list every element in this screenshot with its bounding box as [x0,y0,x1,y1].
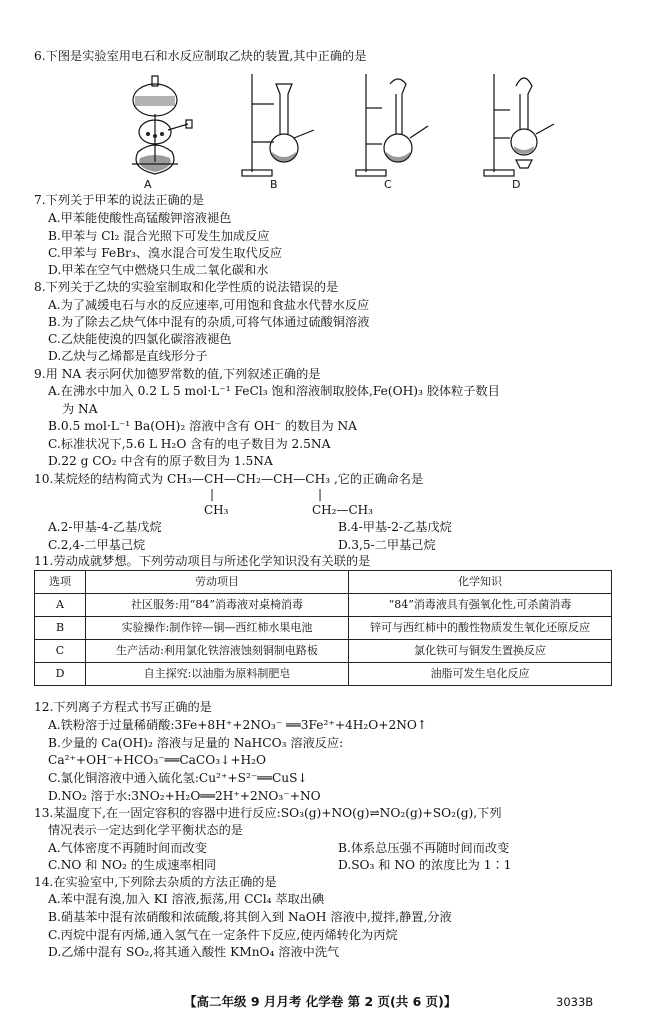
q7-option-d: D.甲苯在空气中燃烧只生成二氧化碳和水 [48,263,269,277]
table-row [35,640,612,663]
table-cell: D [35,663,86,686]
q10-bond-2: | [318,487,323,501]
q10-option-c: C.2,4-二甲基己烷 [48,538,146,552]
q8-option-d: D.乙炔与乙烯都是直线形分子 [48,349,208,363]
q9-stem: 9.用 NA 表示阿伏加德罗常数的值,下列叙述正确的是 [34,367,321,381]
q8-stem: 8.下列关于乙炔的实验室制取和化学性质的说法错误的是 [34,280,339,294]
q10-option-d: D.3,5-二甲基己烷 [338,538,436,552]
table-cell: 社区服务:用“84”消毒液对桌椅消毒 [86,594,349,617]
table-cell: A [35,594,86,617]
table-cell: 氯化铁可与铜发生置换反应 [349,640,612,663]
table-header: 选项 [35,571,86,594]
table-cell: B [35,617,86,640]
q7-option-c: C.甲苯与 FeBr₃、溴水混合可发生取代反应 [48,246,283,260]
q12-option-b-cont: Ca²⁺+OH⁻+HCO₃⁻══CaCO₃↓+H₂O [48,753,267,767]
table-cell: 自主探究:以油脂为原料制肥皂 [86,663,349,686]
q8-option-b: B.为了除去乙炔气体中混有的杂质,可将气体通过硫酸铜溶液 [48,315,370,329]
q9-option-c: C.标准状况下,5.6 L H₂O 含有的电子数目为 2.5NA [48,437,331,451]
q9-option-d: D.22 g CO₂ 中含有的原子数目为 1.5NA [48,454,273,468]
apparatus-c-label: C [384,178,392,191]
q12-stem: 12.下列离子方程式书写正确的是 [34,700,212,714]
table-header-row [35,571,612,594]
q7-option-b: B.甲苯与 Cl₂ 混合光照下可发生加成反应 [48,229,270,243]
q10-bond-1: | [210,487,215,501]
q9-option-a: A.在沸水中加入 0.2 L 5 mol·L⁻¹ FeCl₃ 饱和溶液制取胶体,Fe(OH)₃ 胶体粒子数目 [48,384,500,398]
q14-option-a: A.苯中混有溴,加入 KI 溶液,振荡,用 CCl₄ 萃取出碘 [48,892,325,906]
apparatus-b-label: B [270,178,278,191]
q10-stem: 10.某烷烃的结构简式为 CH₃—CH—CH₂—CH—CH₃ ,它的正确命名是 [34,472,424,486]
table-row [35,617,612,640]
apparatus-d-label: D [512,178,521,191]
q14-option-c: C.丙烷中混有丙烯,通入氢气在一定条件下反应,使丙烯转化为丙烷 [48,928,398,942]
q13-stem-cont: 情况表示一定达到化学平衡状态的是 [48,823,243,837]
q10-branch-2: CH₂—CH₃ [312,503,373,517]
q11-stem: 11.劳动成就梦想。下列劳动项目与所述化学知识没有关联的是 [34,554,371,568]
table-row [35,663,612,686]
apparatus-d-figure [476,64,576,182]
table-header: 化学知识 [349,571,612,594]
q13-option-a: A.气体密度不再随时间而改变 [48,841,207,855]
table-cell: C [35,640,86,663]
q11-table [34,570,612,686]
q12-option-b: B.少量的 Ca(OH)₂ 溶液与足量的 NaHCO₃ 溶液反应: [48,736,344,750]
q12-option-d: D.NO₂ 溶于水:3NO₂+H₂O══2H⁺+2NO₃⁻+NO [48,789,321,803]
q13-option-c: C.NO 和 NO₂ 的生成速率相同 [48,858,217,872]
q8-option-a: A.为了减缓电石与水的反应速率,可用饱和食盐水代替水反应 [48,298,370,312]
apparatus-a-label: A [144,178,152,191]
table-cell: 油脂可发生皂化反应 [349,663,612,686]
apparatus-c-figure [352,64,452,182]
q13-option-d: D.SO₃ 和 NO 的浓度比为 1∶1 [338,858,512,872]
q10-option-a: A.2-甲基-4-乙基戊烷 [48,520,162,534]
q13-stem: 13.某温度下,在一固定容积的容器中进行反应:SO₃(g)+NO(g)⇌NO₂(g)+SO₂(g),下列 [34,806,502,820]
q13-option-b: B.体系总压强不再随时间而改变 [338,841,510,855]
q10-branch-1: CH₃ [204,503,229,517]
page-footer: 【高二年级 9 月月考 化学卷 第 2 页(共 6 页)】 [184,994,457,1009]
q9-option-b: B.0.5 mol·L⁻¹ Ba(OH)₂ 溶液中含有 OH⁻ 的数目为 NA [48,419,357,433]
q12-option-a: A.铁粉溶于过量稀硝酸:3Fe+8H⁺+2NO₃⁻ ══3Fe²⁺+4H₂O+2NO↑ [48,718,428,732]
q10-option-b: B.4-甲基-2-乙基戊烷 [338,520,452,534]
apparatus-a-figure [108,64,208,182]
table-row [35,594,612,617]
q6-stem: 6.下图是实验室用电石和水反应制取乙炔的装置,其中正确的是 [34,49,367,63]
q8-option-c: C.乙炔能使溴的四氯化碳溶液褪色 [48,332,232,346]
q7-option-a: A.甲苯能使酸性高锰酸钾溶液褪色 [48,211,232,225]
q14-option-b: B.硝基苯中混有浓硝酸和浓硫酸,将其倒入到 NaOH 溶液中,搅拌,静置,分液 [48,910,452,924]
table-cell: “84”消毒液具有强氧化性,可杀菌消毒 [349,594,612,617]
q9-option-a-cont: 为 NA [62,402,98,416]
exam-code: 3033B [556,995,594,1009]
q14-option-d: D.乙烯中混有 SO₂,将其通入酸性 KMnO₄ 溶液中洗气 [48,945,340,959]
table-cell: 锌可与西红柿中的酸性物质发生氧化还原反应 [349,617,612,640]
table-header: 劳动项目 [86,571,349,594]
q7-stem: 7.下列关于甲苯的说法正确的是 [34,193,205,207]
q12-option-c: C.氯化铜溶液中通入硫化氢:Cu²⁺+S²⁻══CuS↓ [48,771,308,785]
q14-stem: 14.在实验室中,下列除去杂质的方法正确的是 [34,875,277,889]
table-cell: 实验操作:制作锌—铜—西红柿水果电池 [86,617,349,640]
apparatus-b-figure [230,64,330,182]
table-cell: 生产活动:利用氯化铁溶液蚀刻铜制电路板 [86,640,349,663]
